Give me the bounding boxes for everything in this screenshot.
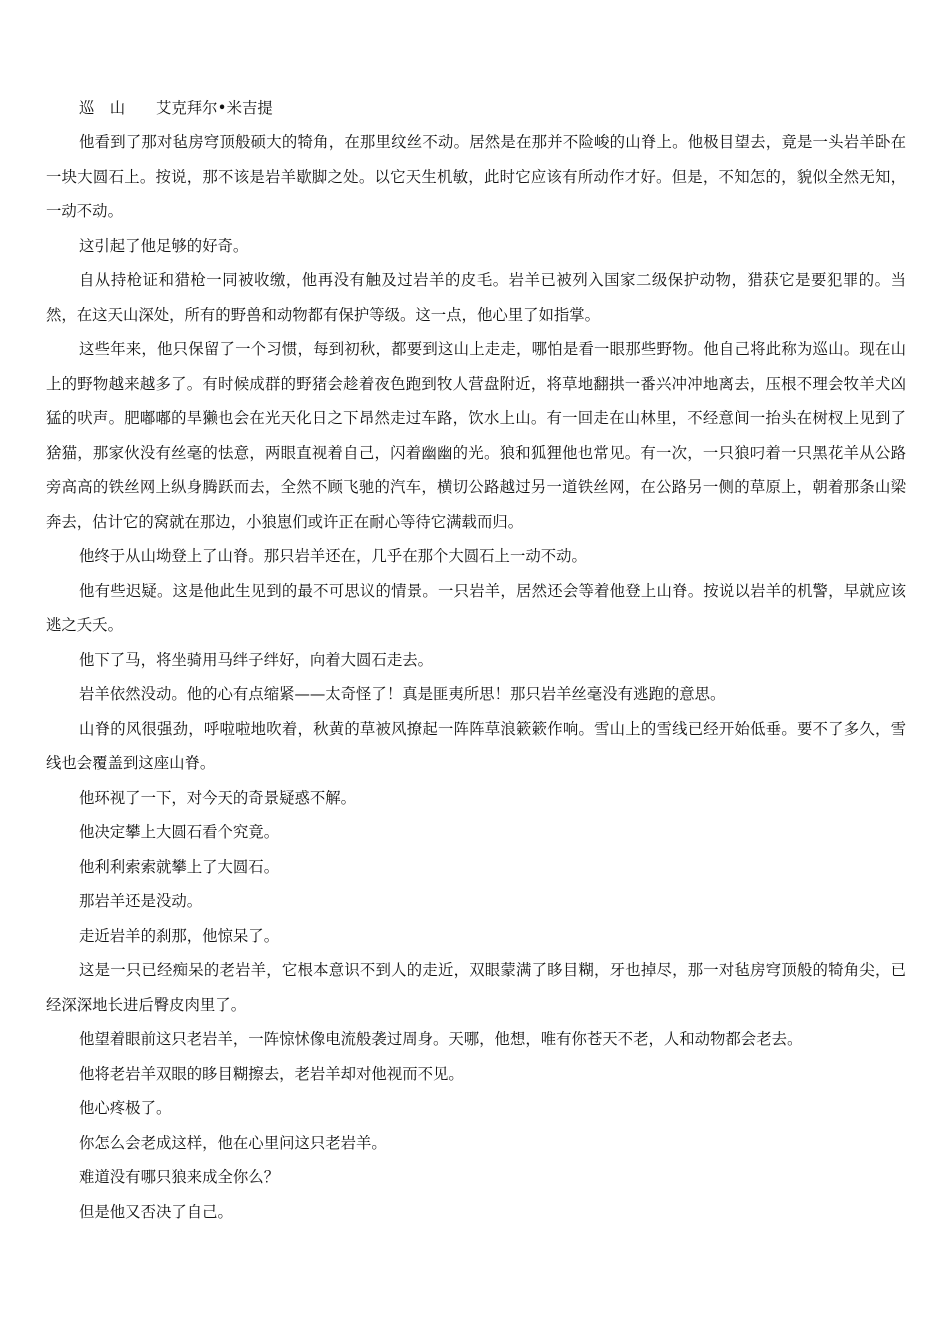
paragraph: 他利利索索就攀上了大圆石。 bbox=[79, 857, 280, 876]
paragraph: 他望着眼前这只老岩羊，一阵惊怵像电流般袭过周身。天哪，他想，唯有你苍天不老，人和动物都会老去。 bbox=[79, 1030, 803, 1048]
paragraph: 他心疼极了。 bbox=[79, 1099, 172, 1117]
paragraph: 那岩羊还是没动。 bbox=[79, 892, 203, 910]
paragraph: 难道没有哪只狼来成全你么？ bbox=[79, 1168, 280, 1186]
paragraph: 这引起了他足够的好奇。 bbox=[79, 236, 249, 255]
paragraph: 山脊的风很强劲，呼啦啦地吹着，秋黄的草被风撩起一阵阵草浪簌簌作响。雪山上的雪线已经开始低垂。要不了多久，雪线也会覆盖到这座山脊。 bbox=[46, 719, 906, 772]
paragraph: 自从持枪证和猎枪一同被收缴，他再没有触及过岩羊的皮毛。岩羊已被列入国家二级保护动物，猎获它是要犯罪的。当然，在这天山深处，所有的野兽和动物都有保护等级。这一点，他心里了如指掌。 bbox=[46, 271, 906, 324]
paragraph: 他下了马，将坐骑用马绊子绊好，向着大圆石走去。 bbox=[79, 650, 433, 669]
paragraph: 走近岩羊的刹那，他惊呆了。 bbox=[79, 926, 280, 945]
paragraph: 他将老岩羊双眼的眵目糊擦去，老岩羊却对他视而不见。 bbox=[79, 1064, 464, 1083]
paragraph: 他看到了那对毡房穹顶般硕大的犄角，在那里纹丝不动。居然是在那并不险峻的山脊上。他极目望去，竟是一头岩羊卧在一块大圆石上。按说，那不该是岩羊歇脚之处。以它天生机敏，此时它应该有所动作才好。但是，不知怎的，貌似全然无知，一动不动。 bbox=[46, 133, 906, 220]
paragraph: 但是他又否决了自己。 bbox=[79, 1202, 233, 1221]
paragraph: 你怎么会老成这样，他在心里问这只老岩羊。 bbox=[79, 1133, 387, 1152]
paragraph: 他有些迟疑。这是他此生见到的最不可思议的情景。一只岩羊，居然还会等着他登上山脊。按说以岩羊的机警，早就应该逃之夭夭。 bbox=[46, 581, 906, 634]
paragraph: 他决定攀上大圆石看个究竟。 bbox=[79, 823, 280, 841]
paragraph: 岩羊依然没动。他的心有点缩紧——太奇怪了！真是匪夷所思！那只岩羊丝毫没有逃跑的意思。 bbox=[79, 685, 726, 703]
paragraph: 他终于从山坳登上了山脊。那只岩羊还在，几乎在那个大圆石上一动不动。 bbox=[79, 547, 587, 565]
paragraph: 这是一只已经痴呆的老岩羊，它根本意识不到人的走近，双眼蒙满了眵目糊，牙也掉尽，那一对毡房穹顶般的犄角尖，已经深深地长进后臀皮肉里了。 bbox=[46, 961, 906, 1014]
paragraph: 这些年来，他只保留了一个习惯，每到初秋，都要到这山上走走，哪怕是看一眼那些野物。他自己将此称为巡山。现在山上的野物越来越多了。有时候成群的野猪会趁着夜色跑到牧人营盘附近，将草地翻拱一番兴冲冲地离去，压根不理会牧羊犬凶猛的吠声。肥嘟嘟的旱獭也会在光天化日之下昂然走过车路，饮水上山。有一回走在山林里，不经意间一抬头在树杈上见到了猞猫，那家伙没有丝毫的怯意，两眼直视着自己，闪着幽幽的光。狼和狐狸他也常见。有一次，一只狼叼着一只黑花羊从公路旁高高的铁丝网上纵身腾跃而去，全然不顾飞驰的汽车，横切公路越过另一道铁丝网，在公路另一侧的草原上，朝着那条山梁奔去，估计它的窝就在那边，小狼崽们或许正在耐心等待它满载而归。 bbox=[46, 340, 906, 531]
document-page bbox=[46, 92, 906, 1229]
paragraph: 他环视了一下，对今天的奇景疑惑不解。 bbox=[79, 788, 357, 807]
story-title-author: 巡 山 艾克拜尔•米吉提 bbox=[79, 99, 273, 117]
